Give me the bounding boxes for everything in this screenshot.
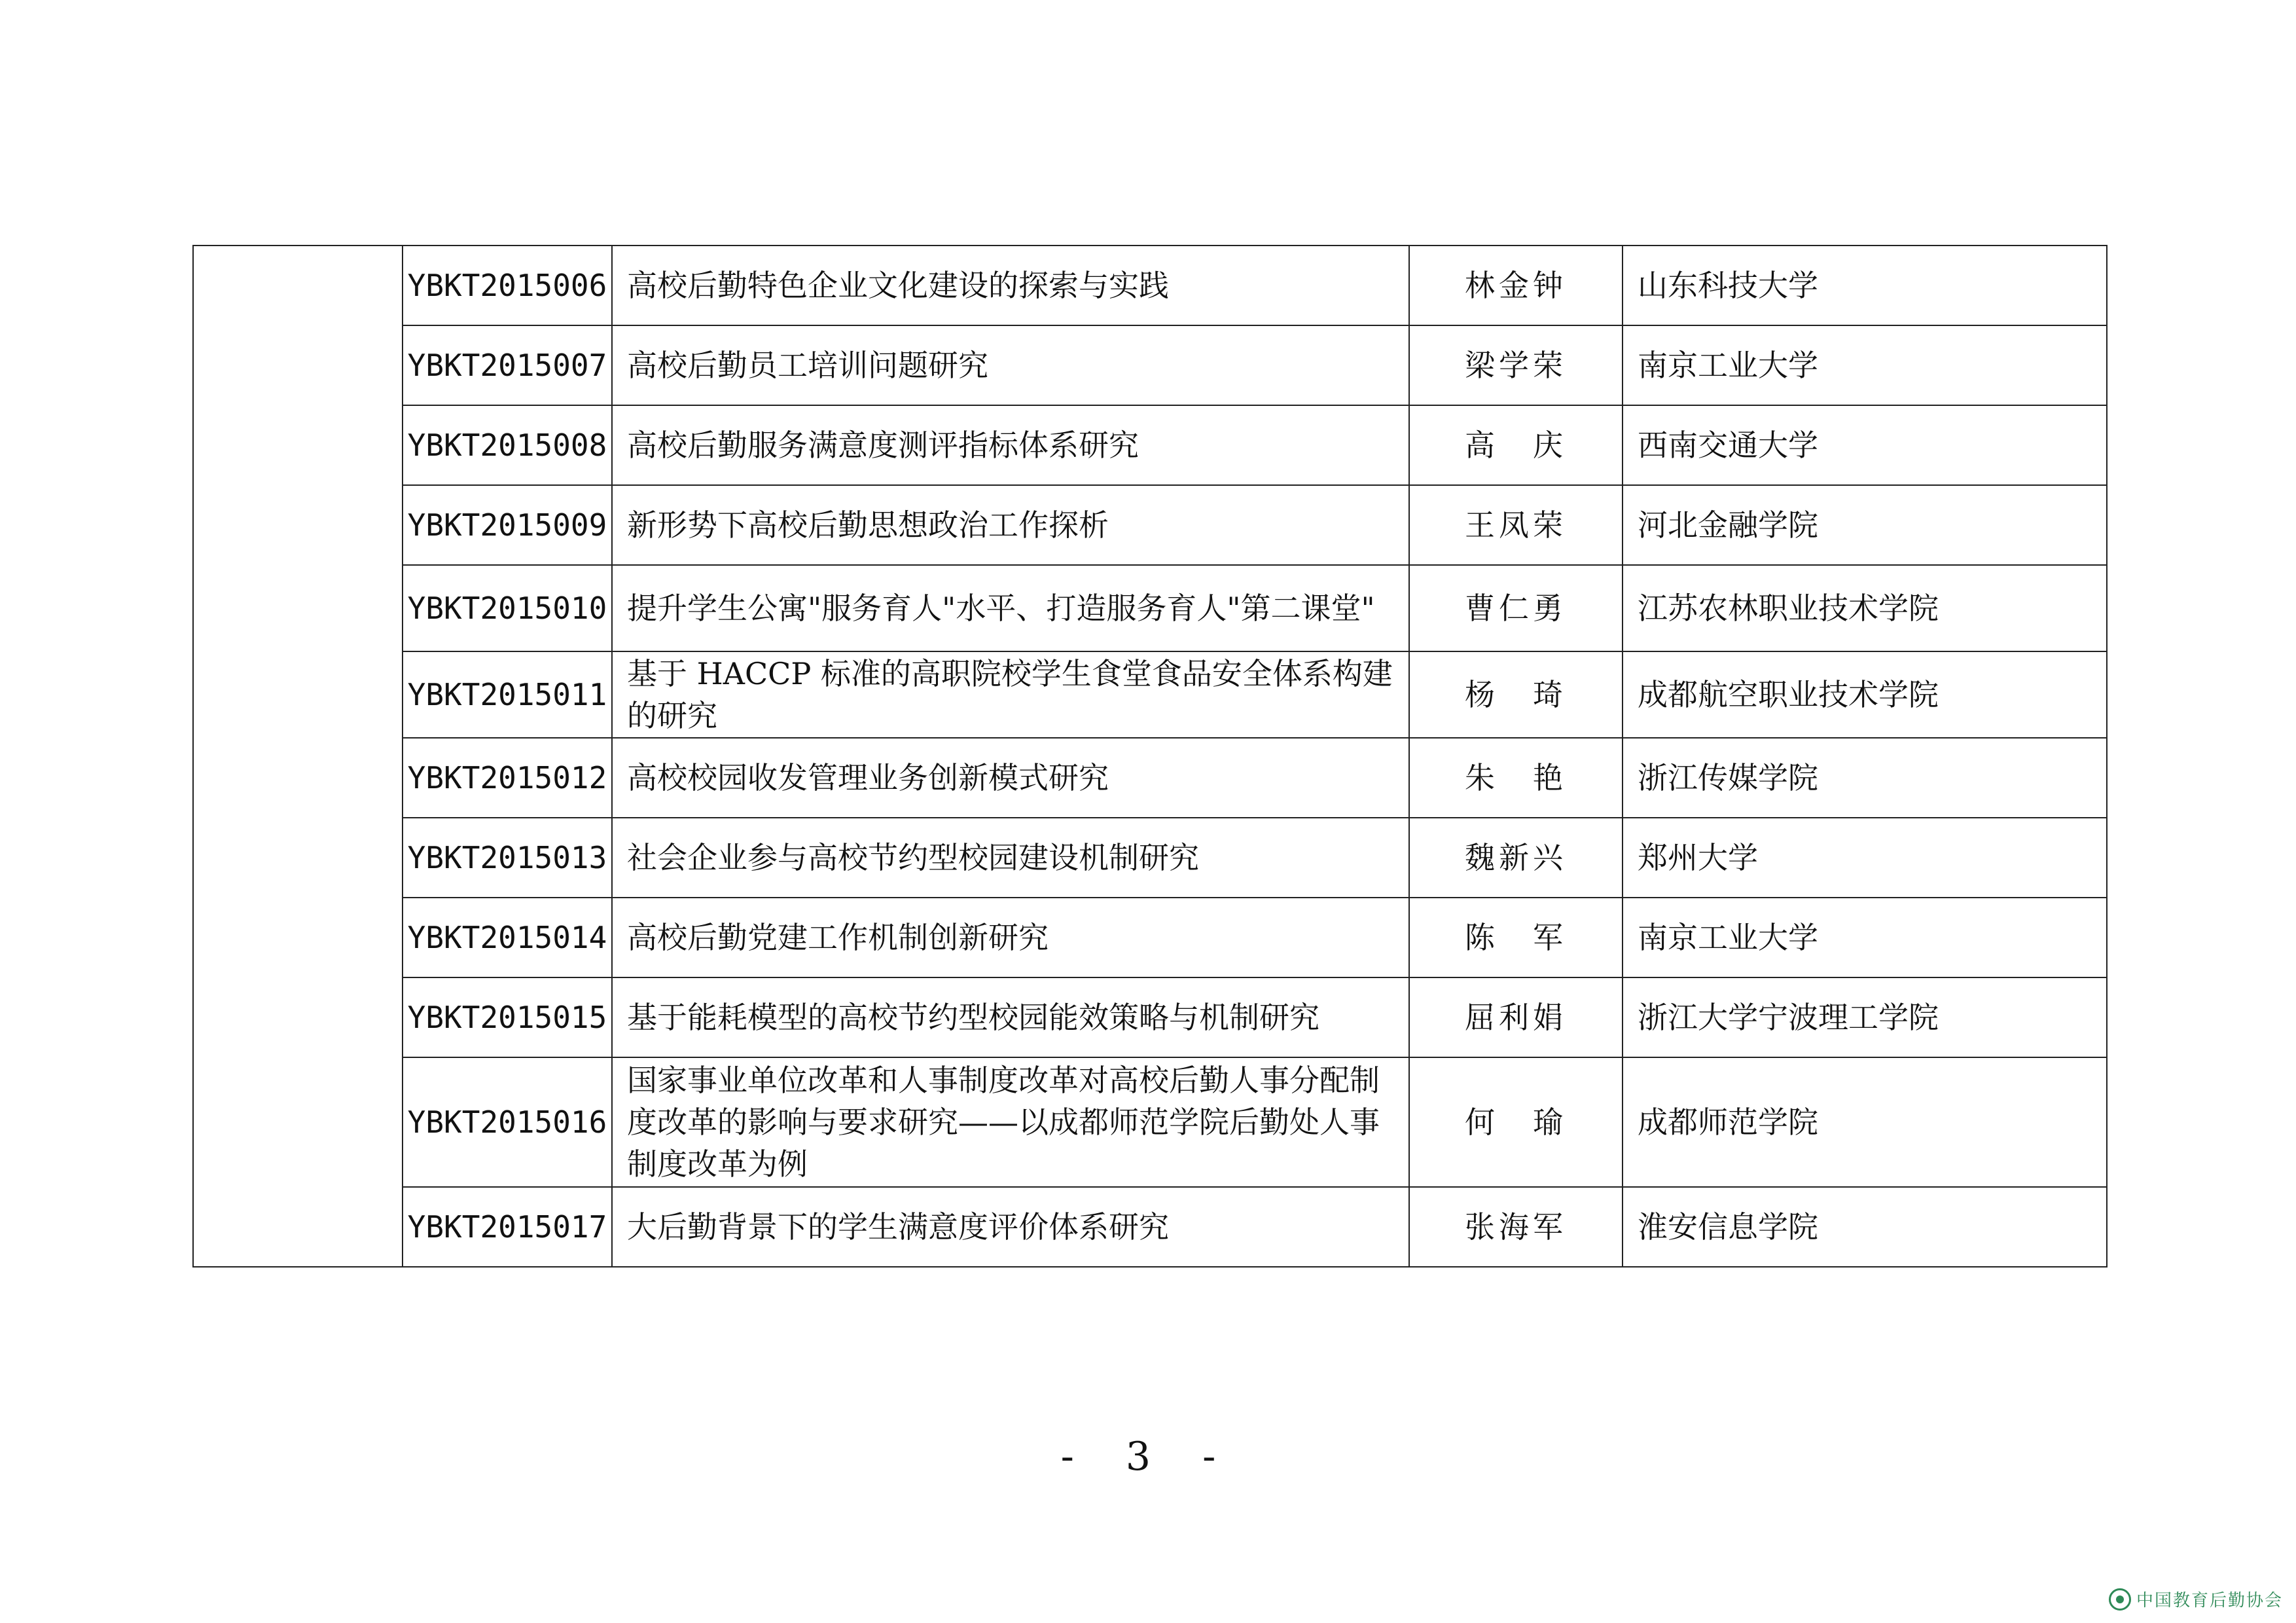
project-code: YBKT2015011 <box>403 651 612 738</box>
project-code: YBKT2015017 <box>403 1187 612 1267</box>
project-unit: 南京工业大学 <box>1623 898 2107 977</box>
project-unit: 西南交通大学 <box>1623 405 2107 485</box>
project-code: YBKT2015015 <box>403 977 612 1057</box>
project-code: YBKT2015008 <box>403 405 612 485</box>
table-row <box>193 651 2107 738</box>
table-row <box>193 1057 2107 1187</box>
project-leader: 高 庆 <box>1409 405 1623 485</box>
project-title: 国家事业单位改革和人事制度改革对高校后勤人事分配制度改革的影响与要求研究——以成都师范学院后勤处人事制度改革为例 <box>612 1057 1409 1187</box>
project-title: 高校后勤服务满意度测评指标体系研究 <box>612 405 1409 485</box>
project-leader: 曹仁勇 <box>1409 565 1623 651</box>
project-unit: 河北金融学院 <box>1623 485 2107 565</box>
project-code: YBKT2015013 <box>403 818 612 898</box>
table-row <box>193 485 2107 565</box>
table-row <box>193 246 2107 325</box>
project-code: YBKT2015009 <box>403 485 612 565</box>
table-row <box>193 405 2107 485</box>
project-table <box>192 245 2108 1267</box>
project-code: YBKT2015016 <box>403 1057 612 1187</box>
project-title: 提升学生公寓"服务育人"水平、打造服务育人"第二课堂" <box>612 565 1409 651</box>
project-unit: 南京工业大学 <box>1623 325 2107 405</box>
page-number: - 3 - <box>1060 1434 1236 1480</box>
association-logo-text: 中国教育后勤协会 <box>2136 1591 2283 1611</box>
project-code: YBKT2015006 <box>403 246 612 325</box>
project-unit: 浙江大学宁波理工学院 <box>1623 977 2107 1057</box>
project-code: YBKT2015007 <box>403 325 612 405</box>
project-leader: 何 瑜 <box>1409 1057 1623 1187</box>
project-leader: 王凤荣 <box>1409 485 1623 565</box>
project-unit: 浙江传媒学院 <box>1623 738 2107 818</box>
project-leader: 张海军 <box>1409 1187 1623 1267</box>
project-unit: 江苏农林职业技术学院 <box>1623 565 2107 651</box>
table-row <box>193 565 2107 651</box>
project-title: 基于能耗模型的高校节约型校园能效策略与机制研究 <box>612 977 1409 1057</box>
project-unit: 成都师范学院 <box>1623 1057 2107 1187</box>
table-row <box>193 818 2107 898</box>
table-row <box>193 738 2107 818</box>
project-leader: 屈利娟 <box>1409 977 1623 1057</box>
project-leader: 朱 艳 <box>1409 738 1623 818</box>
project-leader: 陈 军 <box>1409 898 1623 977</box>
project-title: 基于 HACCP 标准的高职院校学生食堂食品安全体系构建的研究 <box>612 651 1409 738</box>
project-title: 新形势下高校后勤思想政治工作探析 <box>612 485 1409 565</box>
project-leader: 林金钟 <box>1409 246 1623 325</box>
project-leader: 杨 琦 <box>1409 651 1623 738</box>
table-row <box>193 1187 2107 1267</box>
category-cell <box>193 246 403 1267</box>
footer-logo <box>2109 1587 2283 1611</box>
project-unit: 淮安信息学院 <box>1623 1187 2107 1267</box>
project-title: 大后勤背景下的学生满意度评价体系研究 <box>612 1187 1409 1267</box>
project-title: 高校后勤员工培训问题研究 <box>612 325 1409 405</box>
project-leader: 魏新兴 <box>1409 818 1623 898</box>
table-row <box>193 325 2107 405</box>
project-title: 高校后勤特色企业文化建设的探索与实践 <box>612 246 1409 325</box>
project-code: YBKT2015014 <box>403 898 612 977</box>
project-code: YBKT2015012 <box>403 738 612 818</box>
table-row <box>193 977 2107 1057</box>
project-title: 高校后勤党建工作机制创新研究 <box>612 898 1409 977</box>
project-unit: 成都航空职业技术学院 <box>1623 651 2107 738</box>
association-emblem-icon <box>2109 1588 2131 1611</box>
project-unit: 郑州大学 <box>1623 818 2107 898</box>
project-code: YBKT2015010 <box>403 565 612 651</box>
project-title: 高校校园收发管理业务创新模式研究 <box>612 738 1409 818</box>
project-title: 社会企业参与高校节约型校园建设机制研究 <box>612 818 1409 898</box>
table-row <box>193 898 2107 977</box>
project-leader: 梁学荣 <box>1409 325 1623 405</box>
project-unit: 山东科技大学 <box>1623 246 2107 325</box>
